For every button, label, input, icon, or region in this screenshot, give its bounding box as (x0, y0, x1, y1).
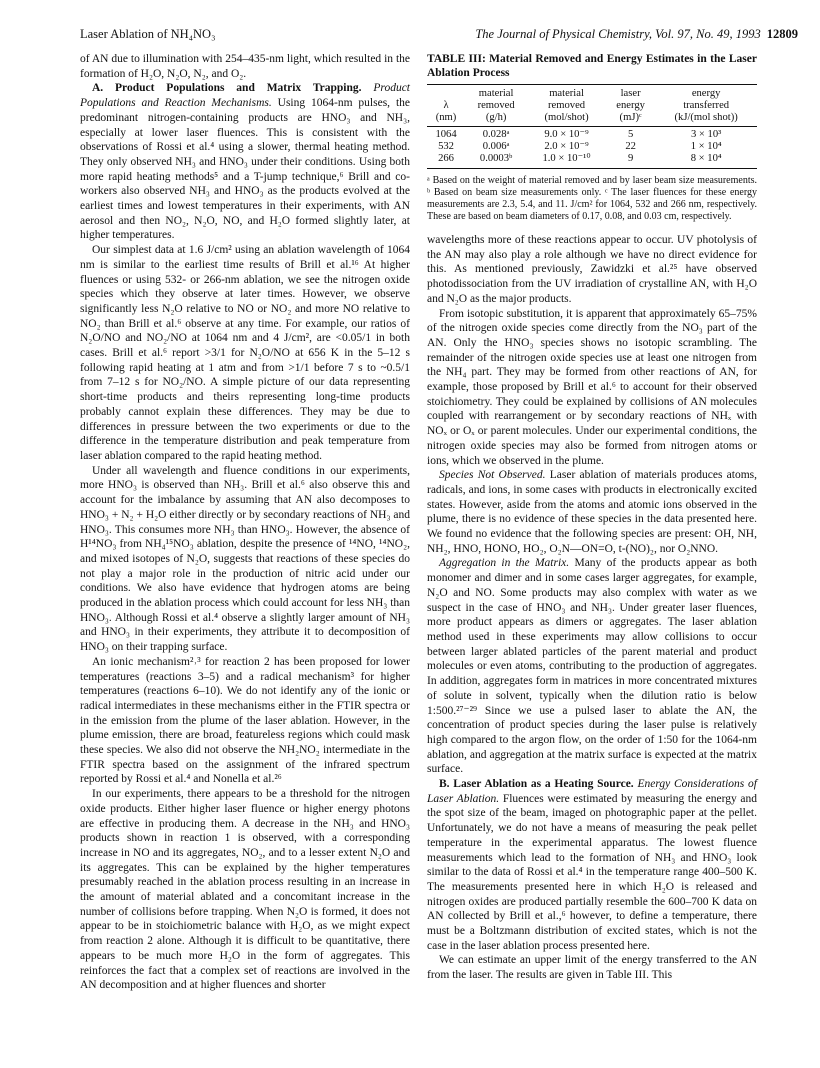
col-header: (kJ/(mol shot)) (655, 112, 757, 127)
col-header: removed (477, 100, 515, 111)
subsection-heading: Species Not Observed. (439, 469, 546, 482)
running-header-title: Laser Ablation of NH₄NO₃ (80, 27, 216, 41)
paragraph (427, 777, 757, 953)
left-column (80, 52, 410, 993)
section-heading: B. Laser Ablation as a Heating Source. (439, 778, 634, 791)
table-cell: 8 × 10⁴ (655, 153, 757, 169)
table-cell: 9.0 × 10⁻⁹ (544, 129, 589, 140)
table-cell: 1064 (435, 129, 457, 140)
paragraph: From isotopic substitution, it is apparent that approximately 65–75% of the nitrogen oxide species come directly from the NO₃ part of the AN. Only the HNO₃ species shows no isotopic scrambling. The remainder of the nitrogen oxide species use at least one nitrogen from the NH₄ part. They may be formed from other reactions of AN, for example, those proposed by Brill et al.⁶ to account for their observed stoichiometry. They could be explained by collisions of AN molecules coupled with rearrangement or by secondary reactions of NHₓ with NOₓ or Oₓ or parent molecules. Under our experimental conditions, the nitrogen oxide species may also be formed from nitrogen atoms or ions, which we observed in the plume. (427, 307, 757, 467)
col-header: energy (655, 85, 757, 101)
table-cell: 2.0 × 10⁻⁹ (544, 141, 589, 152)
col-header (427, 85, 465, 101)
section-heading: A. Product Populations and Matrix Trapping. (92, 82, 362, 95)
table-cell: 5 (627, 129, 634, 140)
table-cell: 532 (438, 141, 454, 152)
paragraph (427, 468, 757, 556)
journal-citation: The Journal of Physical Chemistry, Vol. 97, No. 49, 1993 (475, 27, 761, 41)
table-cell: 0.006ᵃ (482, 141, 510, 152)
paragraph: Our simplest data at 1.6 J/cm² using an ablation wavelength of 1064 nm is similar to the earliest time results of Brill et al.¹⁶ At higher fluences or using 532- or 266-nm ablation, we see the nitrogen oxide species which they observe at later times. However, we observe significantly less N₂O relative to NO or NO₂ and more NO relative to NO₂ than Brill et al.⁶ observe at any time. For example, our ratios of N₂O/NO and NO₂/NO at 1064 nm and 4 J/cm², are <0.05/1 in both cases. Brill et al.⁶ report >3/1 for N₂O/NO at 656 K in the 5–12 s following rapid heating at 1 atm and from >1/1 before 7 s to ~0.5/1 from 7–12 s for NO₂/NO. A simple picture of our data representing short-time products and theirs representing long-time products probably cannot explain these differences. They may be due to differences in pressure between the two experiments or due to the difference in the temperature distribution and peak temperature from laser ablation compared to the rapid heating method. (80, 244, 410, 462)
table-cell: 1 × 10⁴ (690, 141, 722, 152)
table-cell: 3 × 10³ (690, 129, 722, 140)
paragraph: wavelengths more of these reactions appear to occur. UV photolysis of the AN may also play a role although we have no direct evidence for this. As mentioned previously, Zawidzki et al.²⁵ have observed photodissociation from the UV irradiation of crystalline AN, with H₂O and N₂O as the major products. (427, 234, 757, 305)
col-header: (g/h) (465, 112, 527, 127)
col-header: (mol/shot) (527, 112, 606, 127)
col-header: material (527, 85, 606, 101)
paragraph: An ionic mechanism²˒³ for reaction 2 has been proposed for lower temperatures (reactions 3–5) and a radical mechanism³ for higher temperatures (reactions 6–10). We do not identify any of the ionic or radical intermediates in these mechanisms either in the FTIR spectra or in the emission from the plume of the laser ablation. However, in the plume emission, there are broad, featureless regions which could mask these species. We also did not observe the NH₂NO₂ intermediate in the FTIR spectra based on the assignment of the infrared spectrum reported by Rossi et al.⁴ and Nonella et al.²⁶ (80, 655, 410, 786)
subsection-heading: Energy Considerations of Laser Ablation. (427, 778, 757, 805)
table-cell: 9 (606, 153, 655, 169)
table-cell: 22 (625, 141, 636, 152)
page-number: 12809 (766, 27, 798, 41)
right-column (427, 52, 757, 983)
paragraph: Under all wavelength and fluence conditions in our experiments, more HNO₃ is observed than NH₃. Brill et al.⁶ also observe this and account for the imbalance by assuming that AN also decomposes to HNO₃ + N₂ + H₂O either directly or by secondary reactions of NH₃ and HNO₃. This consumes more NH₃ than HNO₃. However, the absence of H¹⁴NO₃ from NH₄¹⁵NO₃ ablation, despite the presence of ¹⁴NO, ¹⁴NO₂, and mixed isotopes of N₂O, suggests that reactions of these species do not play a major role in the production of nitric acid under our conditions. We also have evidence that hydrogen atoms are being produced in the ablation process which could account for less NH₃ than HNO₃. Although Rossi et al.⁴ observe a slightly larger amount of NH₃ and HNO₃ in their experiments, they attribute it to decomposition of HNO₃ on their trapping surface. (80, 464, 410, 654)
col-header: material (465, 85, 527, 101)
col-header: (mJ)ᶜ (606, 112, 655, 127)
col-header: energy (616, 100, 645, 111)
paragraph: We can estimate an upper limit of the energy transferred to the AN from the laser. The results are given in Table III. This (427, 954, 757, 982)
col-header: transferred (683, 100, 730, 111)
paragraph-text: Fluences were estimated by measuring the energy and the spot size of the beam, imaged on photographic paper at the pellet. Unfortunately, we do not have a means of measuring the peak pellet temperature in the experimental apparatus. The lowest fluence measurements which lead to the formation of NH₃ and HNO₃ look similar to the data of Rossi et al.⁴ in the temperature range 400–500 K. The measurements presented here in which H₂O is released and nitrogen oxides are produced partially resemble the 600–700 K data on AN collected by Brill et al.,⁶ however, to define a temperature, there must be a Boltzmann distribution of excited states, which is not the case in the laser ablation process presented here. (427, 792, 757, 952)
table-title: TABLE III: Material Removed and Energy Estimates in the Laser Ablation Process (427, 53, 757, 79)
table-cell: 266 (427, 153, 465, 169)
paragraph (427, 556, 757, 777)
col-header: λ (443, 100, 449, 111)
paragraph (80, 81, 410, 243)
subsection-heading: Aggregation in the Matrix. (439, 557, 570, 570)
table-row (427, 141, 757, 153)
table-footnotes: ᵃ Based on the weight of material removed and by laser beam size measurements. ᵇ Based on beam size measurements only. ᶜ The laser fluences for these energy measurements are 2.3, 5.4, and 11. J/cm² for 1064, 532 and 266 nm, respectively. These are based on beam diameters of 0.17, 0.08, and 0.03 cm, respectively. (427, 175, 757, 222)
data-table (427, 84, 757, 169)
subsection-heading: Product Populations and Reaction Mechanisms. (80, 82, 410, 110)
paragraph-text: Using 1064-nm pulses, the predominant nitrogen-containing products are HNO₃ and NH₃, especially at lower laser fluences. This is consistent with the observations of Rossi et al.⁴ using a slower, thermal heating method. They only observed NH₃ and HNO₃ under their conditions. Using both more rapid heating methods⁵ and a T-jump technique,⁶ Brill and co-workers also observed NH₃ and HNO₃ as the products evolved at the earliest times and lowest temperatures in their experiments, with AN aerosol and then NO₂, N₂O, NO, and H₂O formed slightly later, at higher temperatures. (80, 97, 410, 242)
table-cell: 0.0003ᵇ (465, 153, 527, 169)
paragraph-text: Laser ablation of materials produces atoms, radicals, and ions, in some cases with products in electronically excited states. However, aside from the atoms and atomic ions observed in the plume, there is no evidence of these species in the data presented here. We found no evidence that the following species are present: OH, NH, NH₂, HNO, HONO, HO₂, O₂N—ON=O, t-(NO)₂, nor O₂NNO. (427, 469, 758, 555)
table-row (427, 127, 757, 142)
table-cell: 1.0 × 10⁻¹⁰ (527, 153, 606, 169)
paragraph: In our experiments, there appears to be a threshold for the nitrogen oxide products. Either higher laser fluence or higher energy photons are effective in producing them. A decrease in the NH₃ and HNO₃ products shown in reaction 1 is observed, with a corresponding increase in NO and its aggregates, NO₂, and to a lesser extent N₂O and its aggregates. This can be explained by the higher temperatures presumably reached in the ablation process resulting in an increase in the amount of material ablated and a concomitant increase in the number of collisions before trapping. When N₂O is formed, it does not appear to be in stoichiometric balance with H₂O, as we might expect from reaction 2 alone. Although it is difficult to be quantitative, there appears to be much more H₂O in the form of aggregates. This reinforces the fact that a complex set of reactions are involved in the AN decomposition and at higher fluences and shorter (80, 788, 410, 992)
col-header: removed (548, 100, 586, 111)
paragraph: of AN due to illumination with 254–435-nm light, which resulted in the formation of H₂O, N₂O, N₂, and O₂. (80, 53, 410, 80)
table-cell: 0.028ᵃ (482, 129, 510, 140)
paragraph-text: Many of the products appear as both monomer and dimer and in some cases larger aggregates, for example, N₂O and NO. Some products may also complex with water as we suspect in the case of HNO₃ and NH₃. Under greater laser fluences, more product appears as dimers or aggregates. The laser ablation method used in these experiments may allow collisions to occur between larger ablated particles of the parent material and product molecules or even atoms, contributing to the production of aggregates. In addition, aggregates form in matrices in more concentrated mixtures of solute in solvent, typically when the dilution ratio is below 1:500.²⁷⁻²⁹ Since we use a pulsed laser to ablate the AN, the concentration of product species during the laser pulse is relatively high compared to the argon flow, on the order of 1:50 for the 1064-nm ablation, and aggregation at the matrix surface is expected at the matrix surface. (427, 557, 758, 776)
table-row (427, 153, 757, 169)
col-header: laser (606, 85, 655, 101)
col-header: (nm) (427, 112, 465, 127)
running-header-journal (475, 27, 798, 42)
